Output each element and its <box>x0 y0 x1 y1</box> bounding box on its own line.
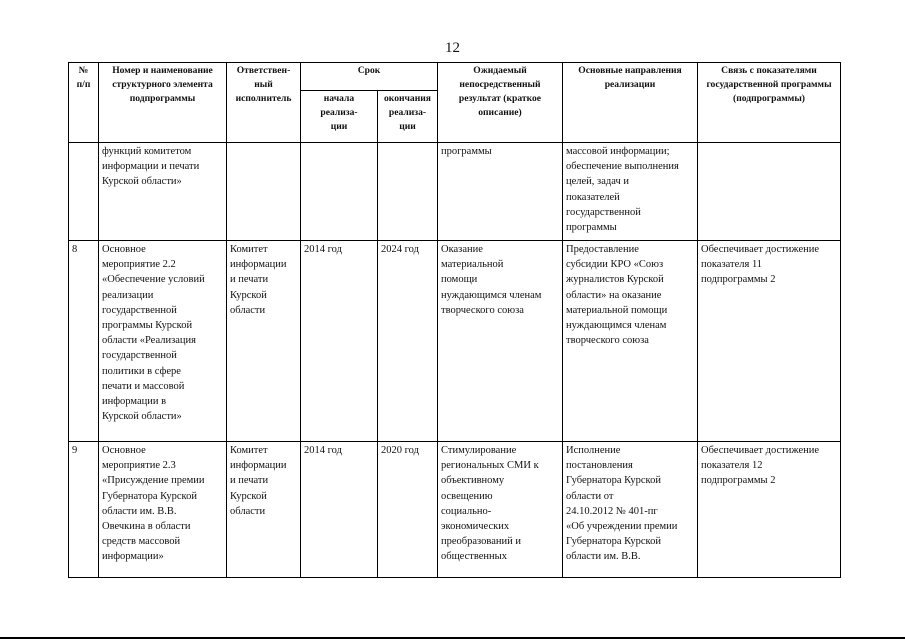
row-term-end: 2020 год <box>378 442 438 578</box>
header-result: Ожидаемый непосредственный результат (краткое описание) <box>438 63 563 143</box>
row-directions: Исполнение постановления Губернатора Курской области от 24.10.2012 № 401-пг «Об учреждении премии Губернатора Курской области им. В.В. <box>563 442 698 578</box>
program-table <box>68 62 841 578</box>
row-indicators-link: Обеспечивает достижение показателя 11 подпрограммы 2 <box>698 241 841 442</box>
row-num <box>69 143 99 241</box>
header-responsible: Ответствен- ный исполнитель <box>227 63 301 143</box>
table-row <box>69 241 841 442</box>
header-num: № п/п <box>69 63 99 143</box>
table-row <box>69 143 841 241</box>
row-term-end: 2024 год <box>378 241 438 442</box>
row-num: 8 <box>69 241 99 442</box>
header-term: Срок <box>301 63 438 91</box>
row-responsible <box>227 143 301 241</box>
header-name: Номер и наименование структурного элемента подпрограммы <box>99 63 227 143</box>
header-term-start: начала реализа- ции <box>301 91 378 143</box>
row-term-start: 2014 год <box>301 442 378 578</box>
row-directions: массовой информации; обеспечение выполнения целей, задач и показателей государственной программы <box>563 143 698 241</box>
row-name: Основное мероприятие 2.3 «Присуждение премии Губернатора Курской области им. В.В. Овечкина в области средств массовой информации» <box>99 442 227 578</box>
header-row <box>69 63 841 91</box>
row-name: Основное мероприятие 2.2 «Обеспечение условий реализации государственной программы Курской области «Реализация государственной политики в сфере печати и массовой информации в Курской области» <box>99 241 227 442</box>
header-indicators-link: Связь с показателями государственной программы (подпрограммы) <box>698 63 841 143</box>
page-number: 12 <box>445 40 460 56</box>
header-directions: Основные направления реализации <box>563 63 698 143</box>
header-term-end: окончания реализа- ции <box>378 91 438 143</box>
row-responsible: Комитет информации и печати Курской области <box>227 241 301 442</box>
row-directions: Предоставление субсидии КРО «Союз журналистов Курской области» на оказание материальной помощи нуждающимся членам творческого союза <box>563 241 698 442</box>
row-term-start: 2014 год <box>301 241 378 442</box>
row-num: 9 <box>69 442 99 578</box>
row-result: Стимулирование региональных СМИ к объективному освещению социально- экономических преобразований и общественных <box>438 442 563 578</box>
row-indicators-link <box>698 143 841 241</box>
row-result: Оказание материальной помощи нуждающимся членам творческого союза <box>438 241 563 442</box>
page-bottom-edge <box>0 637 905 639</box>
row-name: функций комитетом информации и печати Курской области» <box>99 143 227 241</box>
table-row <box>69 442 841 578</box>
row-indicators-link: Обеспечивает достижение показателя 12 подпрограммы 2 <box>698 442 841 578</box>
row-term-end <box>378 143 438 241</box>
row-responsible: Комитет информации и печати Курской области <box>227 442 301 578</box>
row-result: программы <box>438 143 563 241</box>
row-term-start <box>301 143 378 241</box>
